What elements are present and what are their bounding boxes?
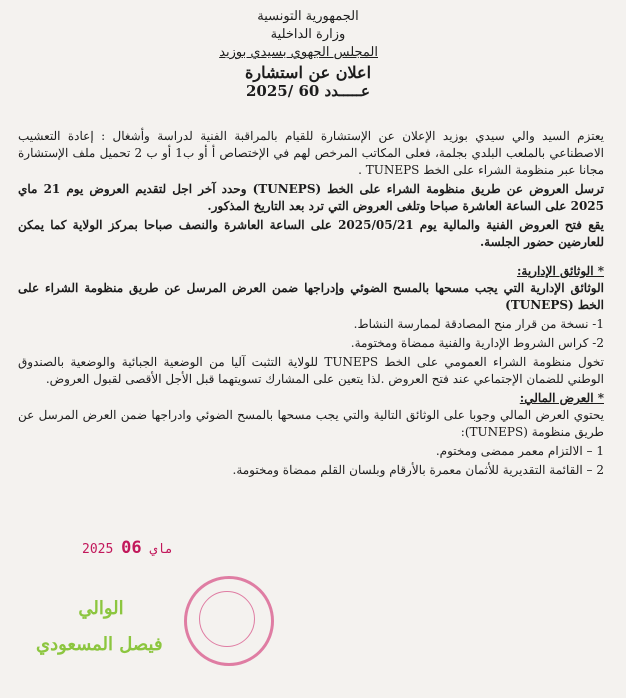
date-stamp [82, 538, 173, 558]
ministry-name: وزارة الداخلية [270, 27, 346, 42]
document-title: اعلان عن استشارة [244, 63, 372, 82]
stamp-month: ماي [149, 542, 173, 557]
document-number: عـــــدد 60 /2025 [245, 82, 371, 100]
stamp-day: 06 [121, 538, 142, 558]
council-name: المجلس الجهوي بسيدي بوزيد [219, 45, 378, 60]
signatory-title: الوالي [78, 598, 124, 619]
admin-item-1: 1- نسخة من قرار منح المصادقة لممارسة النشاط. [353, 317, 604, 331]
document-body [18, 128, 604, 481]
financial-item-1: 1 – الالتزام معمر ممضى ومختوم. [435, 444, 604, 458]
intro-paragraph-1: يعتزم السيد والي سيدي بوزيد الإعلان عن الإستشارة للقيام بالمراقبة الفنية لدراسة وأشغال : إعادة التعشيب الاصطناعي بالملعب البلدي بجلمة، فعلى المكاتب المرخص لهم في الإختصاص أ أو ب1 أو ب 2 تحميل ملف الإستشارة مجانا عبر منظومة الشراء على الخط TUNEPS . [18, 129, 604, 177]
financial-lead: يحتوي العرض المالي وجوبا على الوثائق التالية والتي يجب مسحها بالمسح الضوئي وادراجها ضمن العرض المرسل عن طريق منظومة (TUNEPS): [18, 408, 604, 439]
intro-paragraph-3: يقع فتح العروض الفنية والمالية يوم 2025/05/21 على الساعة العاشرة والنصف صباحا بمركز الولاية كما يمكن للعارضين حضور الجلسة. [18, 218, 604, 249]
admin-item-2: 2- كراس الشروط الإدارية والفنية ممضاة ومختومة. [350, 336, 604, 350]
admin-lead: الوثائق الإدارية التي يجب مسحها بالمسح الضوئي وإدراجها ضمن العرض المرسل عن طريق منظومة الشراء على الخط (TUNEPS) [18, 281, 604, 312]
signatory-name: فيصل المسعودي [36, 634, 163, 655]
financial-heading: * العرض المالي: [519, 391, 604, 405]
official-seal-icon [184, 576, 274, 666]
admin-heading: * الوثائق الإدارية: [516, 264, 604, 278]
republic-name: الجمهورية التونسية [257, 9, 359, 24]
admin-documents-section [18, 263, 604, 388]
letterhead [219, 8, 378, 100]
financial-offer-section [18, 390, 604, 479]
admin-note: تخول منظومة الشراء العمومي على الخط TUNEPS للولاية التثبت آليا من الوضعية الجبائية والوضعية بالصندوق الوطني للضمان الإجتماعي عند فتح العروض .لذا يتعين على المشارك تسويتهما قبل الأجل الأقصى لقبول العروض. [18, 355, 604, 386]
financial-item-2: 2 – القائمة التقديرية للأثمان معمرة بالأرقام وبلسان القلم ممضاة ومختومة. [232, 463, 604, 477]
stamp-year: 2025 [82, 542, 114, 557]
intro-paragraph-2: ترسل العروض عن طريق منظومة الشراء على الخط (TUNEPS) وحدد آخر اجل لتقديم العروض يوم 21 ماي 2025 على الساعة العاشرة صباحا وتلغى العروض التي ترد بعد التاريخ المذكور. [18, 182, 605, 213]
